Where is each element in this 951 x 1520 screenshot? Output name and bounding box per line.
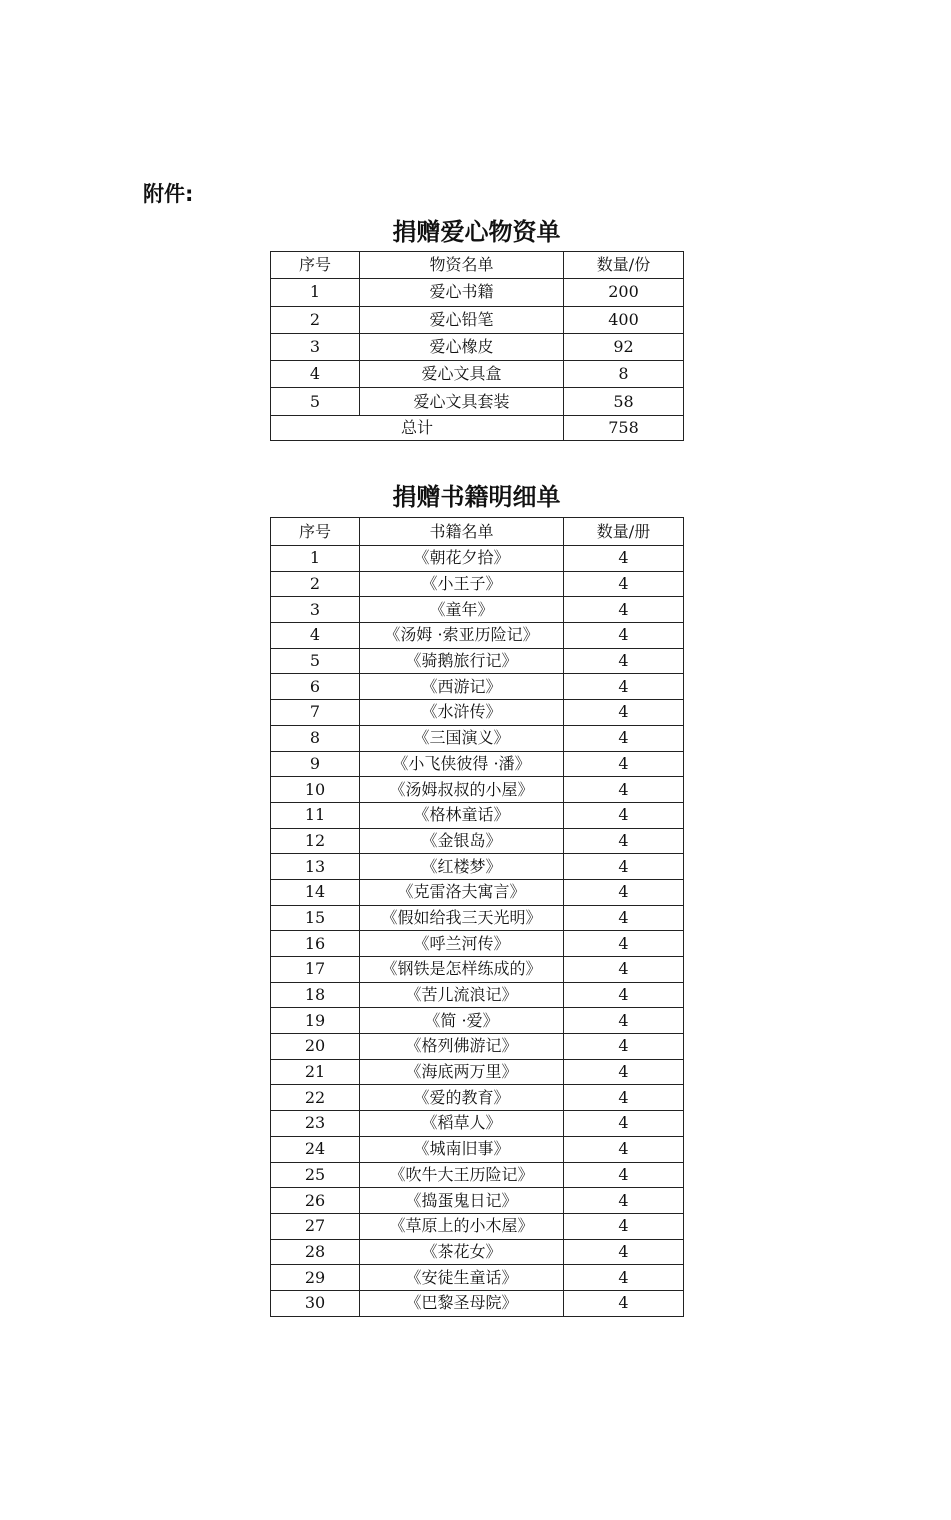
row-qty: 200 (564, 279, 684, 306)
row-no: 3 (271, 333, 360, 360)
row-name: 爱心文具盒 (360, 361, 564, 388)
header-no: 序号 (271, 518, 360, 546)
table-row (271, 854, 684, 880)
row-no: 28 (271, 1239, 360, 1265)
table-row (271, 546, 684, 572)
row-qty: 4 (564, 957, 684, 983)
row-no: 25 (271, 1162, 360, 1188)
row-qty: 4 (564, 1111, 684, 1137)
row-no: 27 (271, 1213, 360, 1239)
table-row (271, 905, 684, 931)
row-name: 《稻草人》 (360, 1111, 564, 1137)
row-qty: 4 (564, 982, 684, 1008)
table-row (271, 361, 684, 388)
table-row (271, 1136, 684, 1162)
row-no: 20 (271, 1034, 360, 1060)
row-name: 《朝花夕拾》 (360, 546, 564, 572)
row-no: 23 (271, 1111, 360, 1137)
row-name: 《城南旧事》 (360, 1136, 564, 1162)
row-no: 7 (271, 700, 360, 726)
row-qty: 4 (564, 1265, 684, 1291)
row-no: 26 (271, 1188, 360, 1214)
row-no: 12 (271, 828, 360, 854)
row-name: 《吹牛大王历险记》 (360, 1162, 564, 1188)
row-no: 15 (271, 905, 360, 931)
row-qty: 4 (564, 1213, 684, 1239)
header-no: 序号 (271, 252, 360, 279)
row-qty: 4 (564, 828, 684, 854)
supplies-table (270, 251, 684, 441)
header-name: 物资名单 (360, 252, 564, 279)
table-row (271, 1111, 684, 1137)
row-qty: 4 (564, 597, 684, 623)
header-qty: 数量/份 (564, 252, 684, 279)
row-name: 《呼兰河传》 (360, 931, 564, 957)
row-no: 4 (271, 623, 360, 649)
attachment-label: 附件: (143, 182, 194, 206)
row-name: 《爱的教育》 (360, 1085, 564, 1111)
table-row (271, 828, 684, 854)
total-value: 758 (564, 415, 684, 440)
row-name: 《假如给我三天光明》 (360, 905, 564, 931)
row-qty: 4 (564, 751, 684, 777)
books-table-title: 捐赠书籍明细单 (392, 483, 561, 511)
row-qty: 4 (564, 700, 684, 726)
row-name: 爱心文具套装 (360, 388, 564, 415)
row-no: 2 (271, 571, 360, 597)
table-row (271, 777, 684, 803)
table-row (271, 388, 684, 415)
row-qty: 8 (564, 361, 684, 388)
row-no: 24 (271, 1136, 360, 1162)
table-row (271, 1213, 684, 1239)
row-no: 19 (271, 1008, 360, 1034)
row-qty: 4 (564, 571, 684, 597)
table-row (271, 1239, 684, 1265)
row-no: 2 (271, 306, 360, 333)
row-name: 《苦儿流浪记》 (360, 982, 564, 1008)
row-qty: 4 (564, 1034, 684, 1060)
books-header-row (271, 518, 684, 546)
row-no: 13 (271, 854, 360, 880)
row-no: 5 (271, 388, 360, 415)
table-row (271, 1162, 684, 1188)
table-row (271, 1188, 684, 1214)
row-qty: 4 (564, 725, 684, 751)
row-name: 《捣蛋鬼日记》 (360, 1188, 564, 1214)
table-row (271, 1059, 684, 1085)
row-name: 《三国演义》 (360, 725, 564, 751)
row-no: 6 (271, 674, 360, 700)
header-qty: 数量/册 (564, 518, 684, 546)
row-qty: 4 (564, 1008, 684, 1034)
row-name: 《汤姆叔叔的小屋》 (360, 777, 564, 803)
row-no: 17 (271, 957, 360, 983)
row-no: 10 (271, 777, 360, 803)
row-no: 8 (271, 725, 360, 751)
row-name: 《小王子》 (360, 571, 564, 597)
row-no: 11 (271, 802, 360, 828)
supplies-header-row (271, 252, 684, 279)
row-name: 《克雷洛夫寓言》 (360, 879, 564, 905)
row-qty: 400 (564, 306, 684, 333)
table-row (271, 1265, 684, 1291)
row-qty: 4 (564, 546, 684, 572)
row-name: 《西游记》 (360, 674, 564, 700)
row-no: 30 (271, 1290, 360, 1316)
row-name: 《骑鹅旅行记》 (360, 648, 564, 674)
row-qty: 4 (564, 1085, 684, 1111)
row-qty: 4 (564, 1290, 684, 1316)
row-name: 《巴黎圣母院》 (360, 1290, 564, 1316)
row-qty: 92 (564, 333, 684, 360)
row-name: 《格列佛游记》 (360, 1034, 564, 1060)
row-no: 22 (271, 1085, 360, 1111)
row-name: 《红楼梦》 (360, 854, 564, 880)
row-no: 29 (271, 1265, 360, 1291)
row-qty: 4 (564, 1136, 684, 1162)
row-qty: 4 (564, 777, 684, 803)
row-qty: 4 (564, 1239, 684, 1265)
row-qty: 4 (564, 623, 684, 649)
row-name: 《金银岛》 (360, 828, 564, 854)
row-qty: 4 (564, 1162, 684, 1188)
row-name: 爱心书籍 (360, 279, 564, 306)
row-name: 爱心橡皮 (360, 333, 564, 360)
row-name: 《钢铁是怎样练成的》 (360, 957, 564, 983)
row-name: 《水浒传》 (360, 700, 564, 726)
table-row (271, 725, 684, 751)
row-qty: 4 (564, 905, 684, 931)
row-name: 《海底两万里》 (360, 1059, 564, 1085)
table-row (271, 982, 684, 1008)
supplies-table-title: 捐赠爱心物资单 (392, 218, 561, 246)
row-no: 1 (271, 279, 360, 306)
table-row (271, 597, 684, 623)
row-no: 5 (271, 648, 360, 674)
row-qty: 4 (564, 802, 684, 828)
row-name: 《格林童话》 (360, 802, 564, 828)
row-no: 9 (271, 751, 360, 777)
row-no: 21 (271, 1059, 360, 1085)
row-no: 1 (271, 546, 360, 572)
table-row (271, 333, 684, 360)
table-row (271, 1290, 684, 1316)
table-row (271, 1085, 684, 1111)
row-name: 《草原上的小木屋》 (360, 1213, 564, 1239)
row-no: 14 (271, 879, 360, 905)
table-row (271, 674, 684, 700)
row-no: 16 (271, 931, 360, 957)
row-no: 18 (271, 982, 360, 1008)
table-row (271, 751, 684, 777)
row-qty: 4 (564, 648, 684, 674)
row-qty: 58 (564, 388, 684, 415)
row-qty: 4 (564, 1059, 684, 1085)
total-label: 总计 (271, 415, 564, 440)
row-qty: 4 (564, 879, 684, 905)
table-row (271, 279, 684, 306)
row-qty: 4 (564, 854, 684, 880)
table-row (271, 879, 684, 905)
row-qty: 4 (564, 674, 684, 700)
table-row (271, 957, 684, 983)
header-name: 书籍名单 (360, 518, 564, 546)
table-row (271, 802, 684, 828)
table-row (271, 700, 684, 726)
row-no: 3 (271, 597, 360, 623)
supplies-total-row (271, 415, 684, 440)
table-row (271, 306, 684, 333)
row-name: 《安徒生童话》 (360, 1265, 564, 1291)
row-name: 爱心铅笔 (360, 306, 564, 333)
table-row (271, 931, 684, 957)
table-row (271, 623, 684, 649)
row-name: 《小飞侠彼得 ·潘》 (360, 751, 564, 777)
row-qty: 4 (564, 931, 684, 957)
row-qty: 4 (564, 1188, 684, 1214)
row-name: 《简 ·爱》 (360, 1008, 564, 1034)
table-row (271, 571, 684, 597)
row-name: 《汤姆 ·索亚历险记》 (360, 623, 564, 649)
table-row (271, 1008, 684, 1034)
row-name: 《茶花女》 (360, 1239, 564, 1265)
row-name: 《童年》 (360, 597, 564, 623)
row-no: 4 (271, 361, 360, 388)
books-table (270, 517, 684, 1317)
table-row (271, 1034, 684, 1060)
table-row (271, 648, 684, 674)
